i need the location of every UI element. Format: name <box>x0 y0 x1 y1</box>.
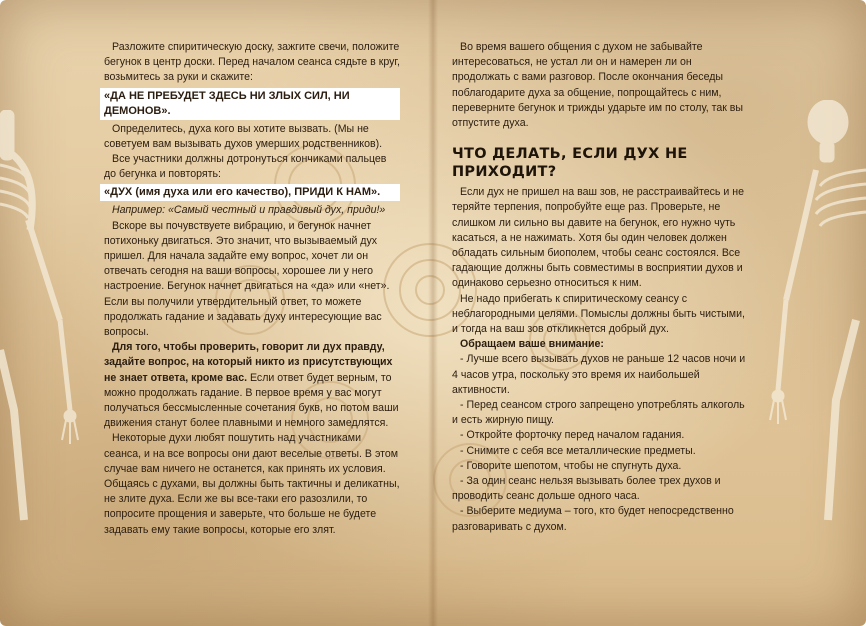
skeleton-left-illustration <box>0 110 80 530</box>
note-item: - Снимите с себя все металлические предметы. <box>460 444 696 457</box>
section-heading: ЧТО ДЕЛАТЬ, ЕСЛИ ДУХ НЕ ПРИХОДИТ? <box>452 146 688 181</box>
verify-bold-text: Для того, чтобы проверить, говорит ли дух правду, задайте вопрос, на который никто из присутствующих не знает ответа, кроме вас. <box>104 341 393 384</box>
incantation-summon: «ДУХ (имя духа или его качество), ПРИДИ К НАМ». <box>100 184 400 201</box>
left-page <box>104 40 400 538</box>
left-paragraph-touch-planchette: Все участники должны дотронуться кончиками пальцев до бегунка и повторять: <box>104 153 387 181</box>
right-paragraph-communication: Во время вашего общения с духом не забывайте интересоваться, не устал ли он и намерен ли он продолжать с вами разговор. После окончания беседы поблагодарите духа за общение, попрощайтесь с ним, переверните бегунок и трижды ударьте им по столу, так вы отпустите духа. <box>452 41 744 130</box>
skeleton-right-illustration <box>766 100 866 530</box>
note-item: - За один сеанс нельзя вызывать более трех духов и проводить сеанс дольше одного часа. <box>452 475 721 503</box>
right-page <box>452 40 752 535</box>
summon-example: Например: «Самый честный и правдивый дух, приди!» <box>112 204 386 217</box>
note-item: - Откройте форточку перед началом гадания. <box>460 429 685 442</box>
left-paragraph-vibration: Вскоре вы почувствуете вибрацию, и бегунок начнет потихоньку двигаться. Это значит, что вызываемый дух пришел. Для начала задайте ему вопрос, хочет ли он отвечать сегодня на ваши вопросы, хорошее ли у него настроение. Бегунок начнет двигаться на «да» или «нет». Если вы получили утвердительный ответ, то можете продолжать гадание и задавать духу интересующие вас вопросы. <box>104 219 390 339</box>
note-item: - Перед сеансом строго запрещено употреблять алкоголь и есть жирную пищу. <box>452 399 745 427</box>
note-item: - Лучше всего вызывать духов не раньше 12 часов ночи и 4 часов утра, поскольку это время их наибольшей активности. <box>452 353 746 396</box>
book-spine <box>428 0 438 626</box>
incantation-protection: «ДА НЕ ПРЕБУДЕТ ЗДЕСЬ НИ ЗЛЫХ СИЛ, НИ ДЕМОНОВ». <box>100 88 400 120</box>
right-paragraph-intentions: Не надо прибегать к спиритическому сеансу с неблагородными целями. Помыслы должны быть чистыми, и тогда на ваш зов откликнется добрый дух. <box>452 292 745 336</box>
right-paragraph-no-spirit: Если дух не пришел на ваш зов, не расстраивайтесь и не теряйте терпения, попробуйте еще раз. Проверьте, не слишком ли сильно вы давите на бегунок, его нужно чуть касаться, а не нажимать. Хотя бы один человек должен обладать сильным биополем, чтобы сеанс состоялся. Все гадающие должны быть совместимы в восприятии духов и одинаково серьезно относиться к ним. <box>452 186 744 290</box>
left-paragraph-choose-spirit: Определитесь, духа кого вы хотите вызвать. (Мы не советуем вам вызывать духов умерших родственников). <box>104 122 383 150</box>
note-item: - Говорите шепотом, чтобы не спугнуть духа. <box>460 459 682 472</box>
verify-rest-text: Если ответ будет верным, то можно продолжать гадание. В первое время у вас могут получаться бессмысленные сочетания букв, но потом ваши движения станут более плавными и немного замедлятся. <box>104 371 399 430</box>
left-paragraph-verify <box>104 340 400 431</box>
left-paragraph-jokes: Некоторые духи любят пошутить над участниками сеанса, и на все вопросы они дают веселые ответы. В этом случае вам ничего не останется, как принять их условия. Общаясь с духами, вы должны быть тактичны и деликатны, не злите духа. Если же вы все-таки его разозлили, то попросите прощения и заверьте, что больше не будете задавать ему такие вопросы, которые его злят. <box>104 432 400 536</box>
left-paragraph-intro: Разложите спиритическую доску, зажгите свечи, положите бегунок в центр доски. Перед началом сеанса сядьте в круг, возьмитесь за руки и скажите: <box>104 41 400 84</box>
note-item: - Выберите медиума – того, кто будет непосредственно разговаривать с духом. <box>452 505 734 533</box>
attention-title: Обращаем ваше внимание: <box>460 338 604 351</box>
